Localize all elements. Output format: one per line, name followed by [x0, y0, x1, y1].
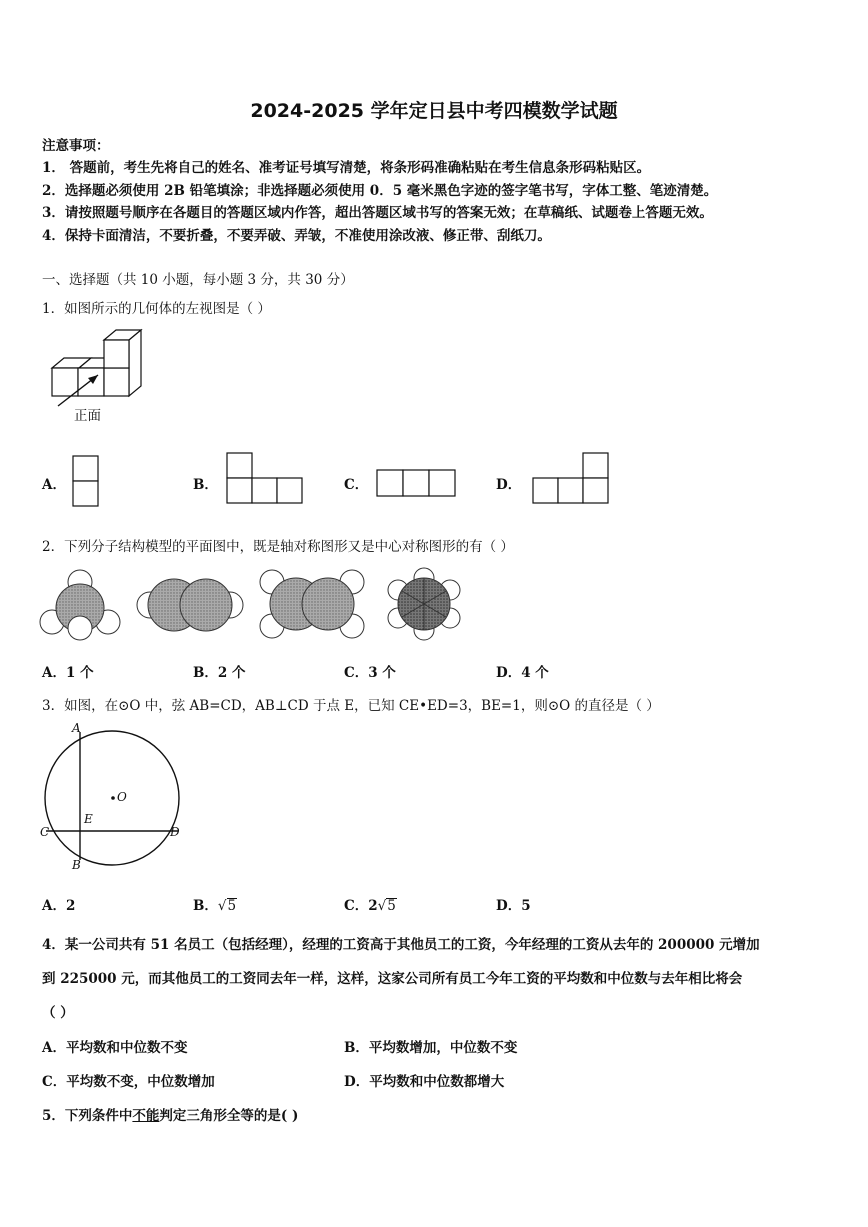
- q5-stem-suffix: 判定三角形全等的是( ): [159, 1108, 299, 1124]
- section-heading: 一、选择题（共 10 小题，每小题 3 分，共 30 分）: [42, 272, 354, 288]
- q1-option-c[interactable]: C．: [344, 477, 369, 493]
- note-item-2: 2．选择题必须使用 2B 铅笔填涂；非选择题必须使用 0．5 毫米黑色字迹的签字笔书写，字体工整、笔迹清楚。: [42, 183, 718, 199]
- q1-option-c-figure: [376, 469, 458, 499]
- q3-option-b-radicand: 5: [227, 898, 237, 914]
- q2-option-a[interactable]: A．1 个: [42, 665, 94, 681]
- q2-molecule-figures: [38, 568, 468, 644]
- q1-option-b-figure: [226, 452, 306, 508]
- q5-stem: [42, 1104, 298, 1124]
- q4-line-1: 4．某一公司共有 51 名员工（包括经理），经理的工资高于其他员工的工资，今年经理的工资从去年的 200000 元增加: [42, 937, 760, 953]
- q3-option-c-prefix: C．2: [344, 898, 378, 914]
- notes-heading: 注意事项：: [42, 138, 110, 154]
- q3-label-d: D: [170, 825, 180, 839]
- q1-stem: 1．如图所示的几何体的左视图是（ ）: [42, 301, 271, 317]
- q3-option-b[interactable]: B．√5: [193, 898, 237, 914]
- q1-option-d-figure: [532, 452, 612, 508]
- q3-option-c[interactable]: C．2√5: [344, 898, 396, 914]
- q3-label-c: C: [40, 825, 50, 839]
- q3-circle-figure: [38, 722, 188, 877]
- q4-option-b[interactable]: B．平均数增加，中位数不变: [344, 1040, 518, 1056]
- q3-option-c-radicand: 5: [387, 898, 396, 914]
- q1-figure-label: 正面: [74, 408, 101, 424]
- q3-option-a[interactable]: A．2: [42, 898, 76, 914]
- note-item-3: 3．请按照题号顺序在各题目的答题区域内作答，超出答题区域书写的答案无效；在草稿纸、试题卷上答题无效。: [42, 205, 713, 221]
- q3-option-b-prefix: B．: [193, 898, 218, 914]
- q3-option-d[interactable]: D．5: [496, 898, 531, 914]
- q1-option-a[interactable]: A．: [42, 477, 66, 493]
- q4-option-a[interactable]: A．平均数和中位数不变: [42, 1040, 188, 1056]
- note-item-1: 1． 答题前，考生先将自己的姓名、准考证号填写清楚，将条形码准确粘贴在考生信息条形码粘贴区。: [42, 160, 651, 176]
- q3-label-b: B: [72, 858, 81, 872]
- q2-option-b[interactable]: B．2 个: [193, 665, 246, 681]
- q3-stem: 3．如图，在⊙O 中，弦 AB=CD，AB⊥CD 于点 E，已知 CE•ED=3，BE=1，则⊙O 的直径是（ ）: [42, 698, 660, 714]
- q2-option-d[interactable]: D．4 个: [496, 665, 549, 681]
- q1-option-d[interactable]: D．: [496, 477, 522, 493]
- page-title: 2024-2025 学年定日县中考四模数学试题: [250, 100, 618, 122]
- q2-stem: 2．下列分子结构模型的平面图中，既是轴对称图形又是中心对称图形的有（ ）: [42, 539, 514, 555]
- q5-stem-underlined: 不能: [132, 1108, 160, 1124]
- q2-option-c[interactable]: C．3 个: [344, 665, 396, 681]
- q3-label-e: E: [84, 812, 93, 826]
- q1-option-b[interactable]: B．: [193, 477, 218, 493]
- q4-option-d[interactable]: D．平均数和中位数都增大: [344, 1074, 505, 1090]
- q4-line-2: 到 225000 元，而其他员工的工资同去年一样，这样，这家公司所有员工今年工资的平均数和中位数与去年相比将会: [42, 971, 743, 987]
- q3-label-a: A: [72, 721, 81, 735]
- q5-stem-prefix: 5．下列条件中: [42, 1108, 133, 1124]
- q4-line-3: （ ）: [42, 1005, 74, 1021]
- q1-option-a-figure: [72, 455, 100, 509]
- note-item-4: 4．保持卡面清洁，不要折叠，不要弄破、弄皱，不准使用涂改液、修正带、刮纸刀。: [42, 228, 551, 244]
- q3-label-o: O: [117, 790, 127, 804]
- q4-option-c[interactable]: C．平均数不变，中位数增加: [42, 1074, 215, 1090]
